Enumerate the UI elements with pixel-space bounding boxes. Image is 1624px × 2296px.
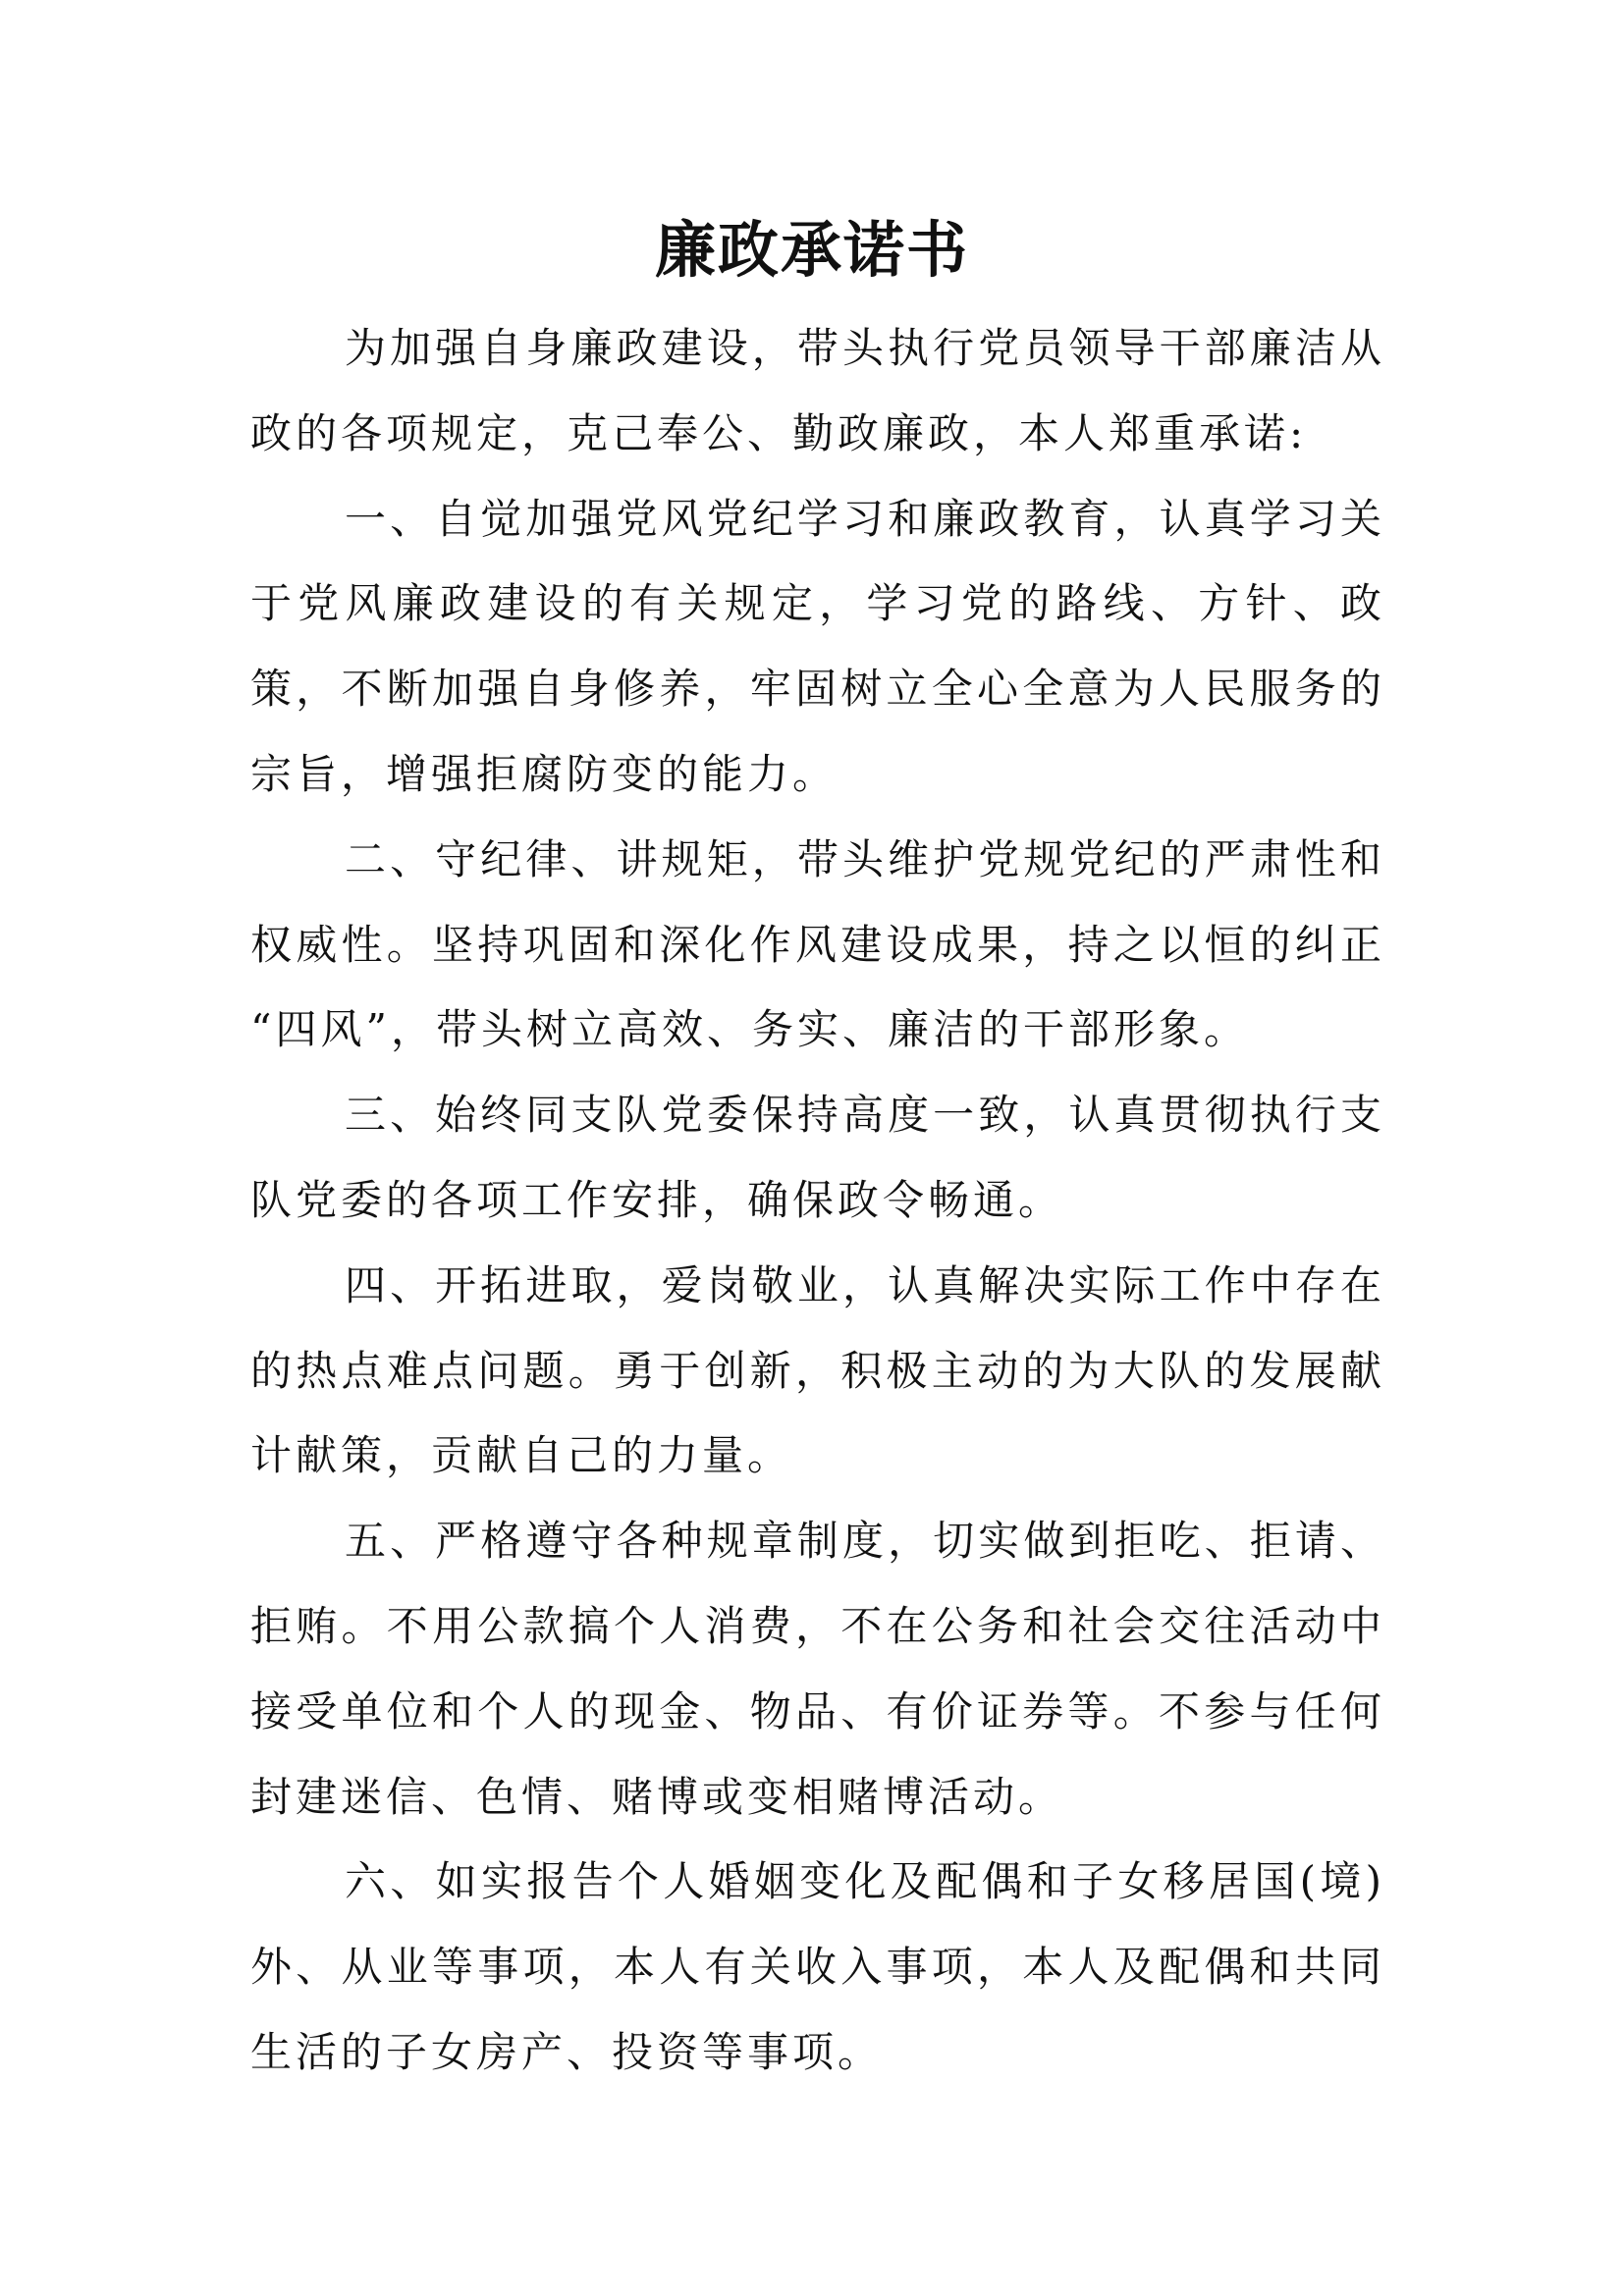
document-title: 廉政承诺书 [654, 214, 969, 286]
text-line: 队党委的各项工作安排，确保政令畅通。 [250, 1175, 1064, 1224]
text-line: 一、自觉加强党风党纪学习和廉政教育，认真学习关 [345, 494, 1385, 543]
text-line: 宗旨，增强拒腐防变的能力。 [250, 749, 839, 798]
text-line: 三、始终同支队党委保持高度一致，认真贯彻执行支 [345, 1091, 1385, 1140]
text-line: 权威性。坚持巩固和深化作风建设成果，持之以恒的纠正 [250, 920, 1385, 969]
text-line: 为加强自身廉政建设，带头执行党员领导干部廉洁从 [345, 324, 1385, 372]
text-line: 的热点难点问题。勇于创新，积极主动的为大队的发展献 [250, 1346, 1385, 1395]
text-line: 策，不断加强自身修养，牢固树立全心全意为人民服务的 [250, 665, 1385, 714]
paragraph [250, 477, 1385, 818]
text-line: 封建迷信、色情、赌博或变相赌博活动。 [250, 1772, 1064, 1821]
text-line: 政的各项规定，克己奉公、勤政廉政，本人郑重承诺: [250, 408, 1308, 457]
paragraph [250, 1499, 1385, 1840]
text-line: 于党风廉政建设的有关规定，学习党的路线、方针、政 [250, 579, 1385, 628]
text-line: 四、开拓进取，爱岗敬业，认真解决实际工作中存在 [345, 1260, 1385, 1309]
text-line: 六、如实报告个人婚姻变化及配偶和子女移居国(境) [345, 1857, 1385, 1906]
paragraph [250, 306, 1385, 477]
paragraph [250, 1244, 1385, 1499]
paragraph [250, 1073, 1385, 1244]
text-line: 二、守纪律、讲规矩，带头维护党规党纪的严肃性和 [345, 834, 1385, 883]
text-line: 五、严格遵守各种规章制度，切实做到拒吃、拒请、 [345, 1517, 1385, 1566]
text-line: 接受单位和个人的现金、物品、有价证券等。不参与任何 [250, 1686, 1385, 1735]
text-line: “四风”，带头树立高效、务实、廉洁的干部形象。 [250, 1005, 1249, 1054]
text-line: 计献策，贡献自己的力量。 [250, 1431, 793, 1480]
text-line: 拒贿。不用公款搞个人消费，不在公务和社会交往活动中 [250, 1601, 1385, 1650]
document-body [250, 306, 1385, 2096]
paragraph [250, 818, 1385, 1073]
text-line: 生活的子女房产、投资等事项。 [250, 2027, 884, 2076]
text-line: 外、从业等事项，本人有关收入事项，本人及配偶和共同 [250, 1943, 1385, 1992]
paragraph [250, 1840, 1385, 2095]
